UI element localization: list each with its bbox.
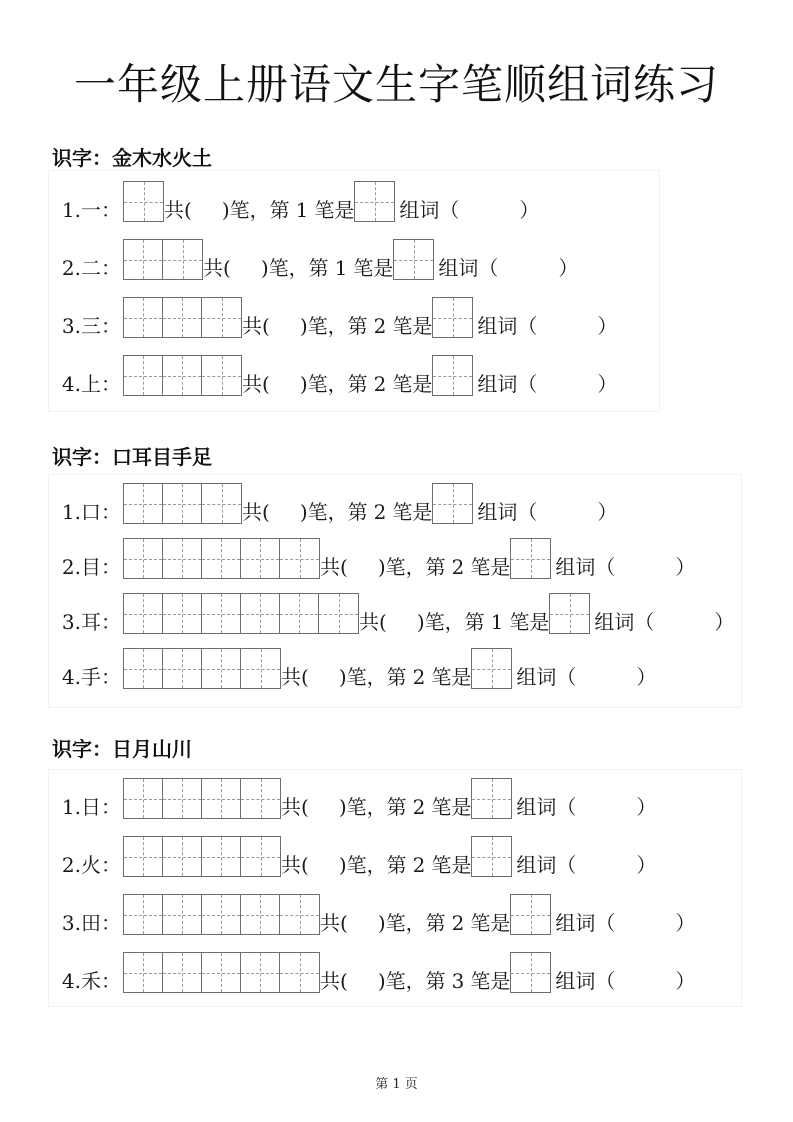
nth-stroke-suffix: 笔是 (509, 610, 550, 634)
tianzige-cell[interactable] (163, 240, 202, 279)
total-strokes-prefix: 共( (320, 555, 348, 579)
total-strokes-suffix: )笔， (377, 911, 426, 935)
tianzige-cell[interactable] (241, 779, 280, 818)
word-label: 组词（ (594, 610, 655, 634)
nth-stroke-prefix: 第 (347, 314, 368, 338)
word-label: 组词（ (516, 665, 577, 689)
tianzige-cell[interactable] (241, 594, 280, 633)
tianzige-cell[interactable] (319, 594, 358, 633)
word-label: 组词（ (399, 198, 460, 222)
nth-stroke-suffix: 笔是 (470, 911, 511, 935)
exercise-row (49, 355, 617, 396)
stroke-order-grid[interactable] (123, 778, 281, 819)
tianzige-cell[interactable] (241, 837, 280, 876)
nth-stroke-prefix: 第 (269, 198, 290, 222)
nth-stroke-suffix: 笔是 (392, 500, 433, 524)
word-close-paren: ） (636, 795, 657, 819)
tianzige-cell[interactable] (433, 298, 472, 337)
tianzige-cell[interactable] (163, 484, 202, 523)
tianzige-cell[interactable] (241, 649, 280, 688)
section-heading-2: 识字：口耳目手足 (52, 445, 212, 469)
tianzige-cell[interactable] (124, 240, 163, 279)
exercise-row (49, 239, 578, 280)
character-label: 1.口： (61, 500, 121, 524)
total-strokes-prefix: 共( (164, 198, 192, 222)
tianzige-cell[interactable] (124, 779, 163, 818)
stroke-order-grid[interactable] (123, 593, 359, 634)
nth-stroke-suffix: 笔是 (314, 198, 355, 222)
nth-stroke-number: 1 (334, 256, 348, 280)
tianzige-cell[interactable] (163, 539, 202, 578)
stroke-order-grid[interactable] (123, 538, 320, 579)
total-strokes-prefix: 共( (320, 969, 348, 993)
exercise-row (49, 483, 617, 524)
tianzige-cell[interactable] (124, 484, 163, 523)
section-heading-3: 识字：日月山川 (52, 737, 192, 761)
total-strokes-prefix: 共( (242, 372, 270, 396)
nth-stroke-suffix: 笔是 (470, 555, 511, 579)
nth-stroke-number: 2 (451, 555, 465, 579)
tianzige-cell[interactable] (241, 539, 280, 578)
exercise-block-3 (48, 769, 742, 1007)
nth-stroke-answer-box[interactable] (549, 593, 590, 634)
tianzige-cell[interactable] (202, 298, 241, 337)
nth-stroke-answer-box[interactable] (471, 836, 512, 877)
nth-stroke-suffix: 笔是 (431, 665, 472, 689)
total-strokes-prefix: 共( (281, 795, 309, 819)
tianzige-cell[interactable] (163, 649, 202, 688)
total-strokes-prefix: 共( (281, 853, 309, 877)
stroke-order-grid[interactable] (123, 483, 242, 524)
nth-stroke-answer-box[interactable] (432, 355, 473, 396)
total-strokes-suffix: )笔， (338, 665, 387, 689)
nth-stroke-number: 2 (412, 853, 426, 877)
nth-stroke-number: 3 (451, 969, 465, 993)
stroke-order-grid[interactable] (123, 836, 281, 877)
word-label: 组词（ (477, 500, 538, 524)
tianzige-cell[interactable] (124, 182, 163, 221)
word-close-paren: ） (675, 911, 696, 935)
word-close-paren: ） (597, 314, 618, 338)
nth-stroke-answer-box[interactable] (510, 952, 551, 993)
total-strokes-prefix: 共( (281, 665, 309, 689)
tianzige-cell[interactable] (511, 895, 550, 934)
nth-stroke-prefix: 第 (386, 795, 407, 819)
nth-stroke-prefix: 第 (386, 853, 407, 877)
nth-stroke-number: 2 (412, 665, 426, 689)
nth-stroke-suffix: 笔是 (392, 314, 433, 338)
nth-stroke-number: 1 (295, 198, 309, 222)
tianzige-cell[interactable] (163, 953, 202, 992)
nth-stroke-prefix: 第 (308, 256, 329, 280)
tianzige-cell[interactable] (280, 953, 319, 992)
character-label: 2.目： (61, 555, 121, 579)
stroke-order-grid[interactable] (123, 239, 203, 280)
nth-stroke-prefix: 第 (425, 911, 446, 935)
tianzige-cell[interactable] (241, 953, 280, 992)
word-label: 组词（ (438, 256, 499, 280)
exercise-row (49, 297, 617, 338)
word-label: 组词（ (555, 911, 616, 935)
nth-stroke-answer-box[interactable] (510, 538, 551, 579)
character-label: 3.田： (61, 911, 121, 935)
nth-stroke-prefix: 第 (347, 500, 368, 524)
word-label: 组词（ (555, 555, 616, 579)
stroke-order-grid[interactable] (123, 952, 320, 993)
word-close-paren: ） (558, 256, 579, 280)
tianzige-cell[interactable] (163, 837, 202, 876)
tianzige-cell[interactable] (163, 895, 202, 934)
tianzige-cell[interactable] (202, 953, 241, 992)
stroke-order-grid[interactable] (123, 648, 281, 689)
word-close-paren: ） (675, 969, 696, 993)
tianzige-cell[interactable] (124, 895, 163, 934)
stroke-order-grid[interactable] (123, 181, 164, 222)
word-close-paren: ） (597, 372, 618, 396)
character-label: 4.手： (61, 665, 121, 689)
tianzige-cell[interactable] (124, 837, 163, 876)
total-strokes-suffix: )笔， (338, 853, 387, 877)
word-label: 组词（ (555, 969, 616, 993)
tianzige-cell[interactable] (163, 356, 202, 395)
exercise-block-1 (48, 170, 660, 412)
total-strokes-suffix: )笔， (299, 500, 348, 524)
stroke-order-grid[interactable] (123, 894, 320, 935)
nth-stroke-suffix: 笔是 (431, 795, 472, 819)
nth-stroke-suffix: 笔是 (470, 969, 511, 993)
tianzige-cell[interactable] (472, 837, 511, 876)
word-close-paren: ） (675, 555, 696, 579)
total-strokes-prefix: 共( (359, 610, 387, 634)
tianzige-cell[interactable] (202, 539, 241, 578)
total-strokes-suffix: )笔， (299, 314, 348, 338)
tianzige-cell[interactable] (202, 837, 241, 876)
tianzige-cell[interactable] (124, 594, 163, 633)
word-close-paren: ） (636, 665, 657, 689)
total-strokes-suffix: )笔， (377, 969, 426, 993)
word-label: 组词（ (516, 795, 577, 819)
character-label: 4.禾： (61, 969, 121, 993)
nth-stroke-suffix: 笔是 (392, 372, 433, 396)
nth-stroke-answer-box[interactable] (432, 483, 473, 524)
total-strokes-prefix: 共( (242, 500, 270, 524)
total-strokes-prefix: 共( (242, 314, 270, 338)
tianzige-cell[interactable] (202, 594, 241, 633)
tianzige-cell[interactable] (163, 298, 202, 337)
tianzige-cell[interactable] (202, 649, 241, 688)
exercise-row (49, 836, 656, 877)
word-close-paren: ） (519, 198, 540, 222)
stroke-order-grid[interactable] (123, 297, 242, 338)
character-label: 1.一： (61, 198, 121, 222)
total-strokes-suffix: )笔， (260, 256, 309, 280)
page-title: 一年级上册语文生字笔顺组词练习 (73, 60, 719, 109)
tianzige-cell[interactable] (433, 356, 472, 395)
nth-stroke-suffix: 笔是 (431, 853, 472, 877)
nth-stroke-prefix: 第 (425, 969, 446, 993)
tianzige-cell[interactable] (124, 649, 163, 688)
nth-stroke-number: 2 (451, 911, 465, 935)
nth-stroke-number: 1 (490, 610, 504, 634)
tianzige-cell[interactable] (124, 539, 163, 578)
tianzige-cell[interactable] (124, 953, 163, 992)
exercise-row (49, 181, 539, 222)
character-label: 3.三： (61, 314, 121, 338)
tianzige-cell[interactable] (202, 895, 241, 934)
character-label: 2.二： (61, 256, 121, 280)
tianzige-cell[interactable] (472, 649, 511, 688)
tianzige-cell[interactable] (355, 182, 394, 221)
total-strokes-suffix: )笔， (221, 198, 270, 222)
tianzige-cell[interactable] (163, 779, 202, 818)
tianzige-cell[interactable] (280, 539, 319, 578)
tianzige-cell[interactable] (550, 594, 589, 633)
nth-stroke-prefix: 第 (347, 372, 368, 396)
page-number: 第 1 页 (375, 1077, 418, 1092)
nth-stroke-answer-box[interactable] (432, 297, 473, 338)
total-strokes-prefix: 共( (203, 256, 231, 280)
exercise-row (49, 952, 695, 993)
exercise-row (49, 538, 695, 579)
tianzige-cell[interactable] (433, 484, 472, 523)
nth-stroke-prefix: 第 (464, 610, 485, 634)
tianzige-cell[interactable] (280, 895, 319, 934)
tianzige-cell[interactable] (472, 779, 511, 818)
tianzige-cell[interactable] (202, 779, 241, 818)
nth-stroke-number: 2 (412, 795, 426, 819)
nth-stroke-answer-box[interactable] (393, 239, 434, 280)
tianzige-cell[interactable] (163, 594, 202, 633)
nth-stroke-answer-box[interactable] (471, 648, 512, 689)
exercise-row (49, 894, 695, 935)
tianzige-cell[interactable] (394, 240, 433, 279)
exercise-block-2 (48, 474, 742, 708)
character-label: 3.耳： (61, 610, 121, 634)
tianzige-cell[interactable] (241, 895, 280, 934)
tianzige-cell[interactable] (124, 298, 163, 337)
total-strokes-suffix: )笔， (416, 610, 465, 634)
nth-stroke-number: 2 (373, 500, 387, 524)
nth-stroke-suffix: 笔是 (353, 256, 394, 280)
character-label: 4.上： (61, 372, 121, 396)
tianzige-cell[interactable] (511, 953, 550, 992)
stroke-order-grid[interactable] (123, 355, 242, 396)
word-close-paren: ） (597, 500, 618, 524)
tianzige-cell[interactable] (202, 484, 241, 523)
total-strokes-prefix: 共( (320, 911, 348, 935)
tianzige-cell[interactable] (202, 356, 241, 395)
word-label: 组词（ (477, 372, 538, 396)
nth-stroke-number: 2 (373, 372, 387, 396)
exercise-row (49, 648, 656, 689)
nth-stroke-prefix: 第 (425, 555, 446, 579)
tianzige-cell[interactable] (124, 356, 163, 395)
nth-stroke-answer-box[interactable] (354, 181, 395, 222)
nth-stroke-prefix: 第 (386, 665, 407, 689)
nth-stroke-answer-box[interactable] (510, 894, 551, 935)
exercise-row (49, 593, 734, 634)
exercise-row (49, 778, 656, 819)
total-strokes-suffix: )笔， (338, 795, 387, 819)
word-label: 组词（ (516, 853, 577, 877)
character-label: 1.日： (61, 795, 121, 819)
word-label: 组词（ (477, 314, 538, 338)
tianzige-cell[interactable] (511, 539, 550, 578)
total-strokes-suffix: )笔， (377, 555, 426, 579)
total-strokes-suffix: )笔， (299, 372, 348, 396)
character-label: 2.火： (61, 853, 121, 877)
nth-stroke-number: 2 (373, 314, 387, 338)
nth-stroke-answer-box[interactable] (471, 778, 512, 819)
section-heading-1: 识字：金木水火土 (52, 146, 212, 170)
word-close-paren: ） (636, 853, 657, 877)
word-close-paren: ） (714, 610, 735, 634)
tianzige-cell[interactable] (280, 594, 319, 633)
